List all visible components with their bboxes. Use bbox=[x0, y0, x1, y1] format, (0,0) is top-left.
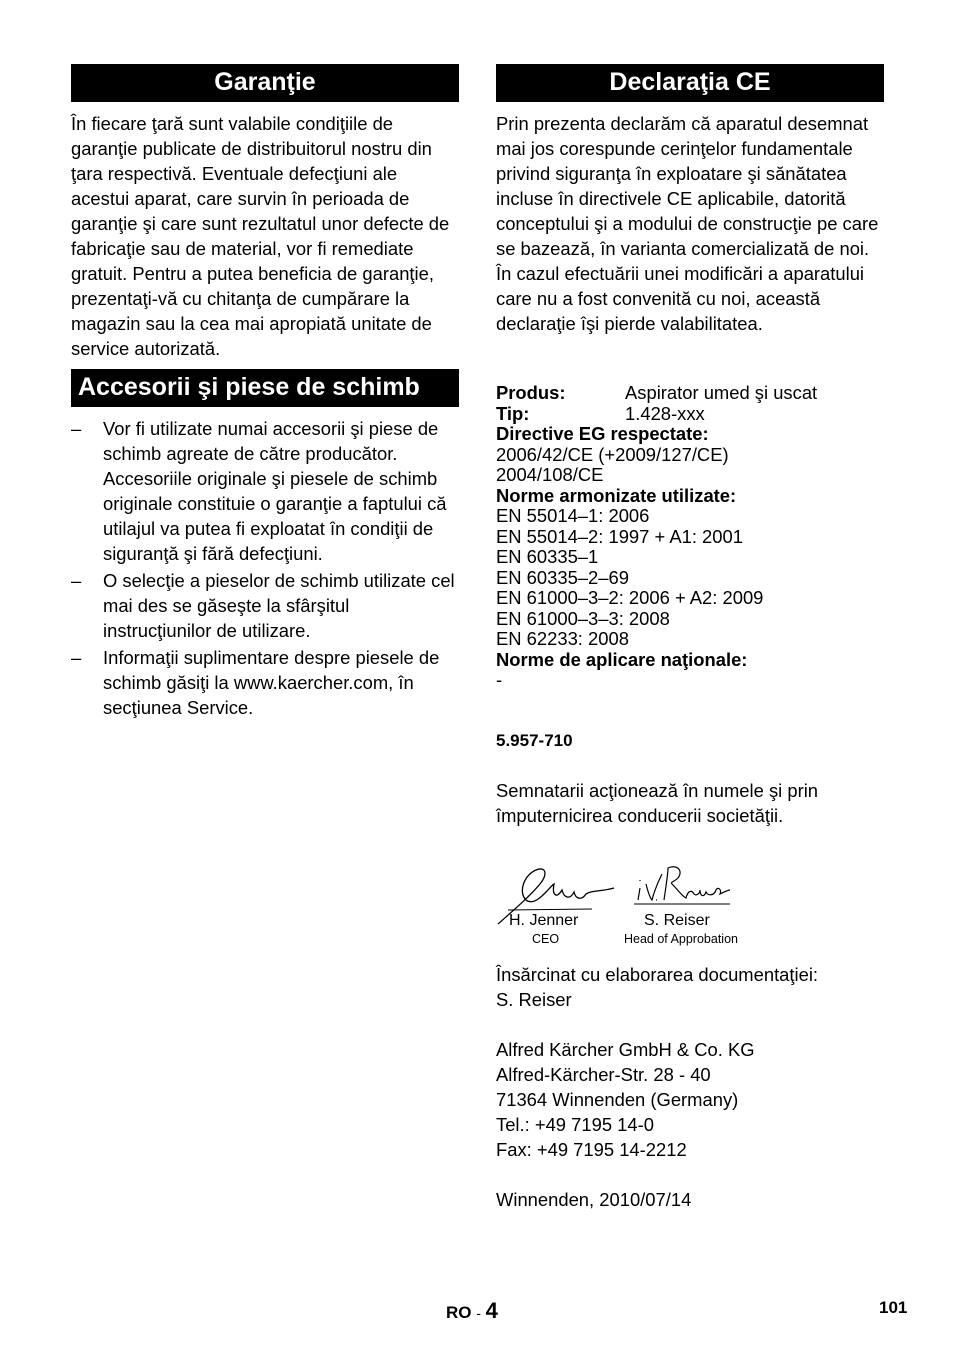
footer-section-label bbox=[446, 1298, 498, 1324]
signature-block bbox=[496, 860, 884, 952]
declaration-intro: Prin prezenta declarăm că aparatul desemnat mai jos corespunde cerinţelor fundamentale privind siguranţa în exploatare şi sănătatea incluse în directivele CE aplicabile, datorită conceptului şi a modului de construcţie pe care se bazează, în varianta comercializată de noi. În cazul efectuării unei modificări a aparatului care nu a fost convenită cu noi, această declaraţie îşi pierde valabilitatea. bbox=[496, 113, 879, 334]
dash-bullet: – bbox=[71, 570, 82, 591]
type-row bbox=[496, 404, 884, 425]
address-line: Alfred Kärcher GmbH & Co. KG bbox=[496, 1039, 755, 1060]
reiser-signature-icon bbox=[634, 860, 734, 912]
address-line: Alfred-Kärcher-Str. 28 - 40 bbox=[496, 1064, 711, 1085]
directive-item: 2006/42/CE (+2009/127/CE) bbox=[496, 443, 729, 465]
national-label: Norme de aplicare naţionale: bbox=[496, 648, 748, 670]
signer-name: S. Reiser bbox=[644, 912, 710, 929]
list-item bbox=[71, 645, 459, 720]
company-address bbox=[496, 1037, 884, 1162]
specification-block bbox=[496, 383, 884, 691]
accessories-heading: Accesorii şi piese de schimb bbox=[71, 369, 459, 407]
address-line: Fax: +49 7195 14-2212 bbox=[496, 1139, 687, 1160]
product-row bbox=[496, 383, 884, 404]
standard-item: EN 55014–2: 1997 + A1: 2001 bbox=[496, 525, 743, 547]
footer-section-page: 4 bbox=[485, 1298, 498, 1323]
standard-item: EN 60335–1 bbox=[496, 546, 599, 567]
standard-item: EN 61000–3–2: 2006 + A2: 2009 bbox=[496, 587, 764, 608]
harmonized-label: Norme armonizate utilizate: bbox=[496, 484, 737, 506]
list-item bbox=[71, 416, 459, 566]
list-item-text: Informaţii suplimentare despre piesele de schimb găsiţi la www.kaercher.com, în secţiunea Service. bbox=[103, 647, 440, 718]
accessories-list bbox=[71, 416, 459, 720]
standard-item: EN 62233: 2008 bbox=[496, 628, 629, 649]
product-label: Produs: bbox=[496, 382, 566, 403]
list-item-text: Vor fi utilizate numai accesorii şi piese de schimb agreate de către producător. Accesoriile originale şi piesele de schimb originale constituie o garanţie a faptului că utilajul va putea fi exploatat în condiţii de siguranţă şi fără defecţiuni. bbox=[103, 418, 447, 564]
document-number: 5.957-710 bbox=[496, 730, 573, 750]
standard-item: EN 55014–1: 2006 bbox=[496, 505, 650, 526]
product-value: Aspirator umed şi uscat bbox=[625, 382, 818, 403]
standard-item: EN 61000–3–3: 2008 bbox=[496, 607, 670, 629]
national-value: - bbox=[496, 669, 503, 690]
signer-title: Head of Approbation bbox=[624, 932, 738, 946]
guarantee-text: În fiecare ţară sunt valabile condiţiile de garanţie publicate de distribuitorul nostru din ţara respectivă. Eventuale defecţiuni ale acestui aparat, care survin în perioada de garanţie şi care sunt rezultatul unor defecte de fabricaţie sau de material, vor fi remediate gratuit. Pentru a putea beneficia de garanţie, prezentaţi-vă cu chitanţa de cumpărare la magazin sau la cea mai apropiată unitate de service autorizată. bbox=[71, 113, 450, 359]
list-item-text: O selecţie a pieselor de schimb utilizate cel mai des se găseşte la sfârşitul instrucţiunilor de utilizare. bbox=[103, 570, 455, 641]
address-line: Tel.: +49 7195 14-0 bbox=[496, 1114, 654, 1135]
dash-bullet: – bbox=[71, 647, 82, 668]
signatories-text: Semnatarii acţionează în numele şi prin împuternicirea conducerii societăţii. bbox=[496, 779, 819, 826]
directive-item: 2004/108/CE bbox=[496, 464, 604, 485]
guarantee-heading: Garanţie bbox=[71, 64, 459, 102]
address-line: 71364 Winnenden (Germany) bbox=[496, 1089, 739, 1110]
page-number: 101 bbox=[879, 1298, 908, 1317]
left-column bbox=[71, 64, 459, 722]
signer-title: CEO bbox=[532, 932, 560, 946]
documentation-person: S. Reiser bbox=[496, 989, 572, 1010]
list-item bbox=[71, 568, 459, 643]
documentation-text: Însărcinat cu elaborarea documentaţiei: bbox=[496, 964, 819, 985]
ce-declaration-heading: Declaraţia CE bbox=[496, 64, 884, 102]
footer-sep: - bbox=[476, 1305, 481, 1321]
directives-label: Directive EG respectate: bbox=[496, 423, 709, 444]
footer-lang: RO bbox=[446, 1303, 472, 1322]
standard-item: EN 60335–2–69 bbox=[496, 566, 629, 588]
type-label: Tip: bbox=[496, 402, 530, 424]
place-date: Winnenden, 2010/07/14 bbox=[496, 1189, 692, 1210]
signer-name: H. Jenner bbox=[509, 912, 579, 929]
dash-bullet: – bbox=[71, 418, 82, 439]
right-column bbox=[496, 64, 884, 1244]
type-value: 1.428-xxx bbox=[625, 402, 705, 424]
